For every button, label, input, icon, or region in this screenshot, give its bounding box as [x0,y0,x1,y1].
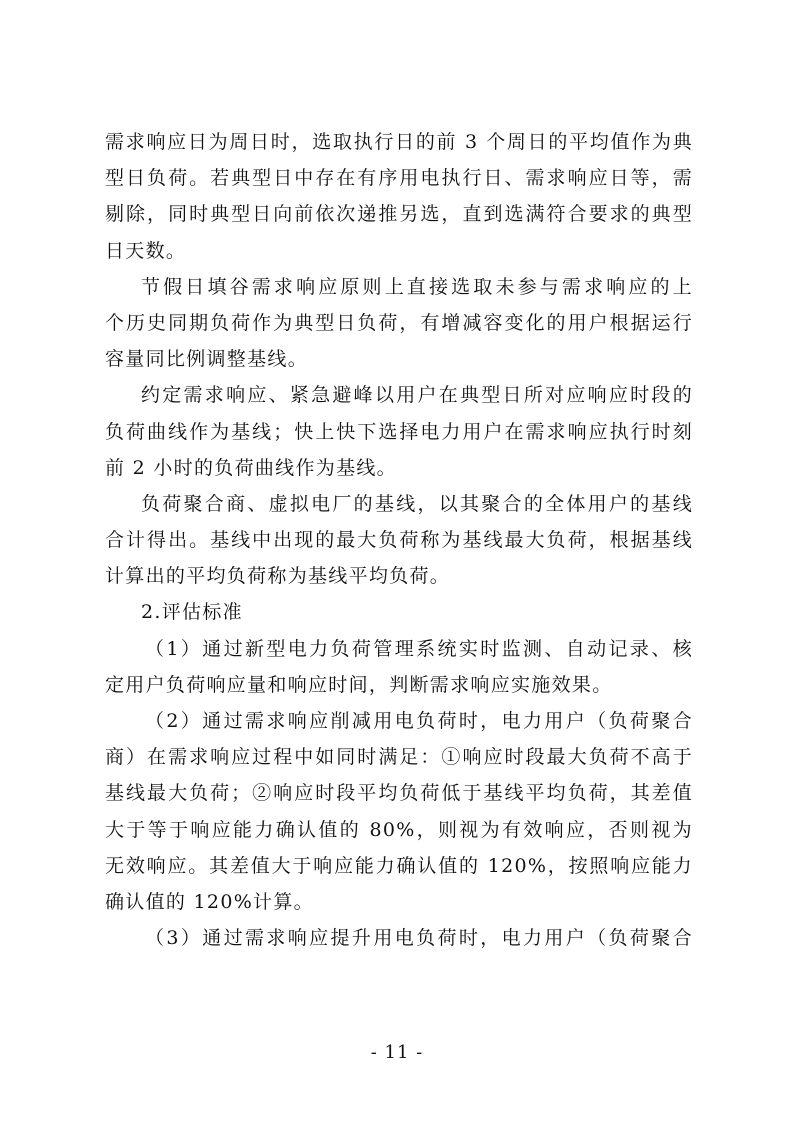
text-line: （2）通过需求响应削减用电负荷时，电力用户（负荷聚合 [145,710,693,732]
text-line: 合计得出。基线中出现的最大负荷称为基线最大负荷，根据基线 [105,529,693,552]
text-line: （3）通过需求响应提升用电负荷时，电力用户（负荷聚合 [145,927,693,950]
text-line: 前 2 小时的负荷曲线作为基线。 [105,456,397,479]
text-line: 个历史同期负荷作为典型日负荷，有增减容变化的用户根据运行 [105,311,693,334]
text-line: 剔除，同时典型日向前依次递推另选，直到选满符合要求的典型 [105,203,693,226]
text-line: 负荷曲线作为基线；快上快下选择电力用户在需求响应执行时刻 [105,420,693,443]
text-line: 需求响应日为周日时，选取执行日的前 3 个周日的平均值作为典 [105,131,693,153]
body-text [105,124,693,956]
text-line: 型日负荷。若典型日中存在有序用电执行日、需求响应日等，需 [105,167,693,190]
text-line: 负荷聚合商、虚拟电厂的基线，以其聚合的全体用户的基线 [141,492,693,515]
text-line: 约定需求响应、紧急避峰以用户在典型日所对应响应时段的 [141,384,693,407]
text-line: （1）通过新型电力负荷管理系统实时监测、自动记录、核 [145,637,693,660]
text-line: 定用户负荷响应量和响应时间，判断需求响应实施效果。 [105,673,613,696]
section-heading: 2.评估标准 [141,601,243,624]
page-number: - 11 - [370,1042,424,1063]
text-line: 日天数。 [105,239,187,262]
text-line: 确认值的 120%计算。 [105,890,314,913]
text-line: 无效响应。其差值大于响应能力确认值的 120%，按照响应能力 [105,854,693,877]
text-line: 计算出的平均负荷称为基线平均负荷。 [105,565,451,588]
text-line: 商）在需求响应过程中如同时满足：①响应时段最大负荷不高于 [105,746,693,769]
text-line: 大于等于响应能力确认值的 80%，则视为有效响应，否则视为 [105,818,693,841]
text-line: 基线最大负荷；②响应时段平均负荷低于基线平均负荷，其差值 [105,782,693,805]
text-line: 节假日填谷需求响应原则上直接选取未参与需求响应的上 [141,275,693,298]
text-line: 容量同比例调整基线。 [105,348,309,371]
